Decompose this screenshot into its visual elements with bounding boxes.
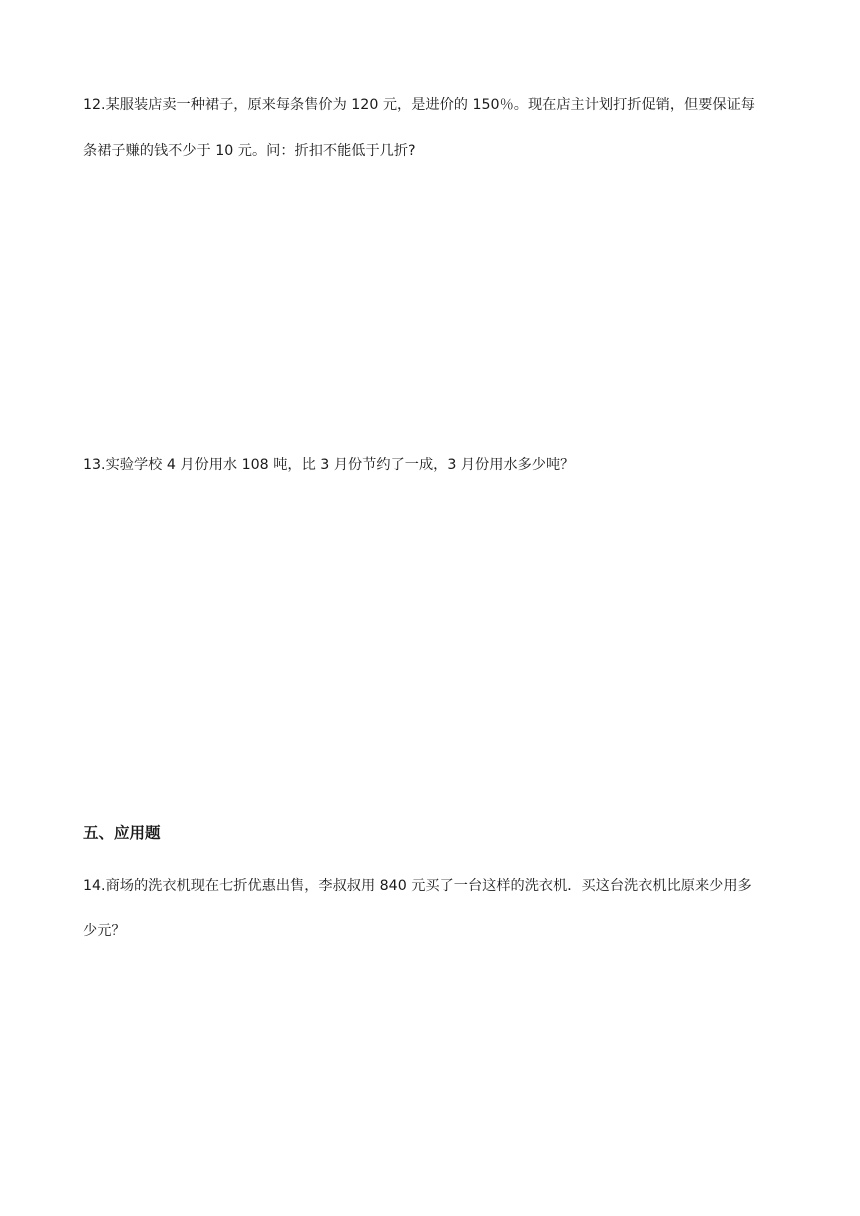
section-heading-application-problems: 五、应用题 xyxy=(83,824,161,842)
question-14-text-line-2: 少元？ xyxy=(83,923,126,939)
question-13-text: 13.实验学校 4 月份用水 108 吨，比 3 月份节约了一成，3 月份用水多少吨？ xyxy=(83,457,575,473)
question-12-text-line-2: 条裙子赚的钱不少于 10 元。问：折扣不能低于几折? xyxy=(83,143,416,159)
question-12-text-line-1: 12.某服装店卖一种裙子，原来每条售价为 120 元，是进价的 150％。现在店主计划打折促销，但要保证每 xyxy=(83,97,755,113)
question-14-text-line-1: 14.商场的洗衣机现在七折优惠出售，李叔叔用 840 元买了一台这样的洗衣机．买这台洗衣机比原来少用多 xyxy=(83,878,752,894)
